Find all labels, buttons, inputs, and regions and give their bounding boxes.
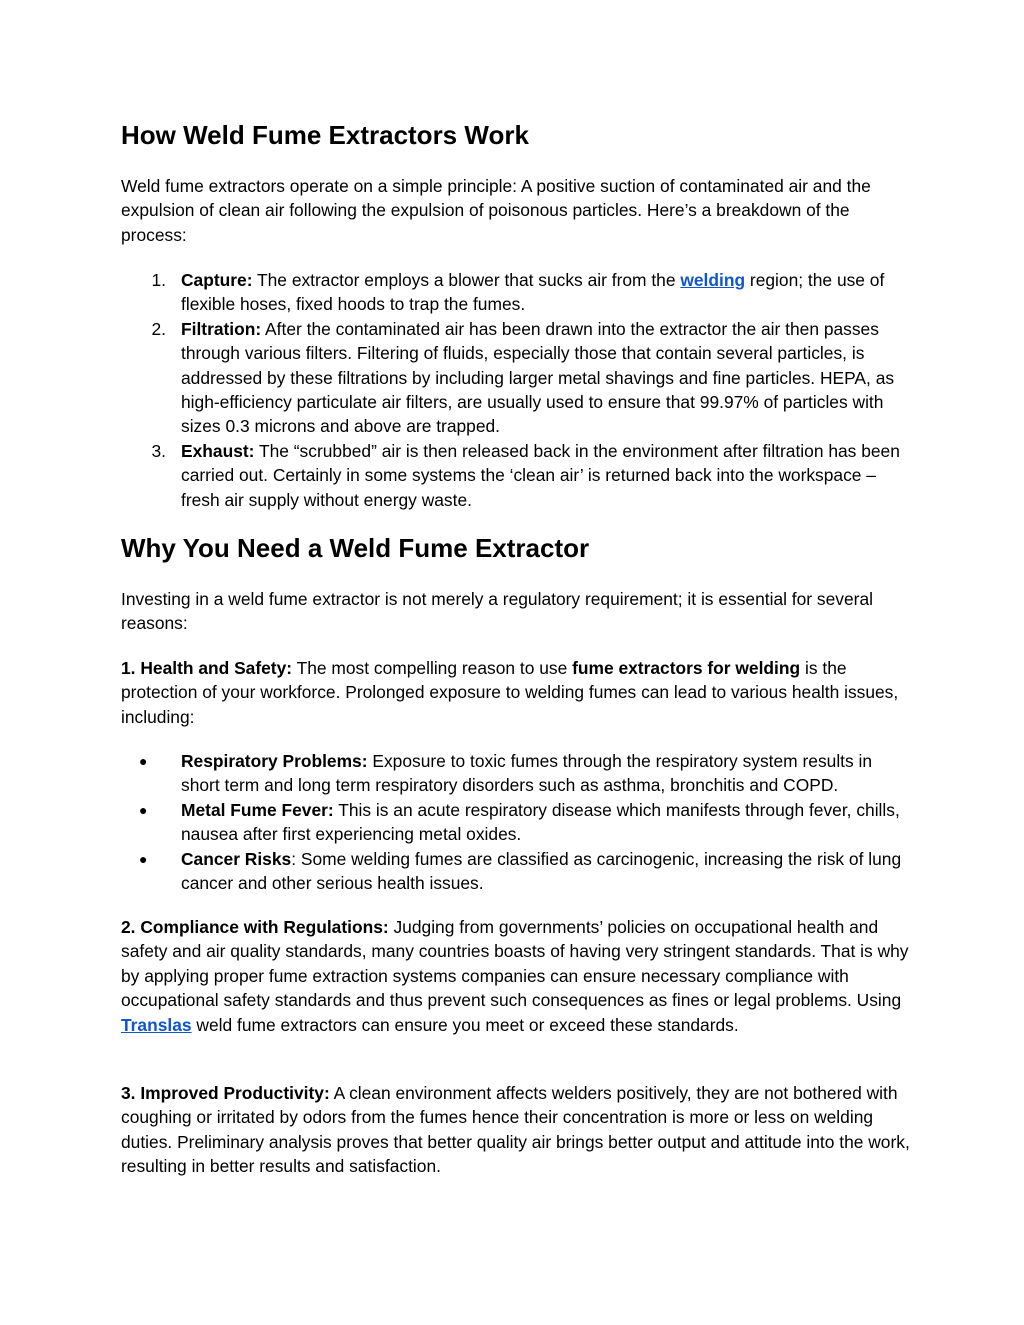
compliance-label: 2. Compliance with Regulations: — [121, 917, 389, 937]
step-text: After the contaminated air has been drawn into the extractor the air then passes through various filters. Filtering of fluids, especially those that contain several particles, is addressed by these filtrations by including larger metal shavings and fine particles. HEPA, as high-efficiency particulate air filters, are usually used to ensure that 99.97% of particles with sizes 0.3 microns and above are trapped. — [181, 318, 895, 437]
health-issue-text: This is an acute respiratory disease which manifests through fever, chills, nausea after first experiencing metal oxides. — [181, 799, 900, 845]
section-heading-how-it-works: How Weld Fume Extractors Work — [121, 120, 529, 150]
process-step-capture — [121, 268, 911, 317]
bullet-icon: ● — [139, 850, 148, 867]
health-safety-text: is the protection of your workforce. Prolonged exposure to welding fumes can lead to various health issues, including: — [121, 658, 899, 727]
health-safety-bold-phrase: fume extractors for welding — [572, 658, 801, 678]
step-text: The extractor employs a blower that sucks air from the — [252, 270, 681, 290]
health-issue-label: Respiratory Problems: — [181, 751, 368, 771]
step-label: Filtration: — [181, 318, 262, 339]
translas-link[interactable]: Translas — [121, 1014, 192, 1035]
compliance-text: weld fume extractors can ensure you meet or exceed these standards. — [191, 1014, 739, 1035]
step-number: 1. — [151, 270, 166, 290]
step-label: Exhaust: — [181, 440, 255, 461]
health-issues-list — [121, 749, 911, 895]
health-safety-text: The most compelling reason to use — [292, 658, 573, 678]
intro-paragraph — [121, 174, 911, 247]
health-issue-text: : Some welding fumes are classified as carcinogenic, increasing the risk of lung cancer and other serious health issues. — [181, 848, 902, 894]
process-steps-list — [121, 268, 911, 512]
productivity-label: 3. Improved Productivity: — [121, 1083, 330, 1103]
health-issue-text: Exposure to toxic fumes through the respiratory system results in short term and long term respiratory disorders such as asthma, bronchitis and COPD. — [181, 751, 873, 796]
productivity-paragraph — [121, 1081, 911, 1179]
health-safety-label: 1. Health and Safety: — [121, 658, 293, 678]
bullet-icon: ● — [139, 801, 148, 818]
intro-text: Weld fume extractors operate on a simple principle: A positive suction of contaminated air and the expulsion of clean air following the expulsion of poisonous particles. Here’s a breakdown of the process: — [121, 176, 871, 245]
bullet-icon: ● — [139, 753, 148, 769]
step-number: 2. — [151, 318, 166, 339]
productivity-text: A clean environment affects welders positively, they are not bothered with coughing or irritated by odors from the fumes hence their concentration is more or less on welding duties. Preliminary analysis proves that better quality air brings better output and attitude into the work, resulting in better results and satisfaction. — [121, 1083, 910, 1177]
health-issue-label: Cancer Risks — [181, 848, 292, 869]
step-text: region; the use of flexible hoses, fixed hoods to trap the fumes. — [181, 270, 885, 315]
health-issue-label: Metal Fume Fever: — [181, 799, 334, 820]
step-label: Capture: — [181, 270, 253, 290]
process-step-filtration — [121, 317, 911, 439]
health-safety-paragraph — [121, 656, 911, 729]
section-heading-why-needed: Why You Need a Weld Fume Extractor — [121, 533, 590, 563]
welding-link[interactable]: welding — [680, 270, 746, 290]
process-step-exhaust — [121, 439, 911, 512]
health-issue-respiratory — [121, 749, 911, 798]
step-text: The “scrubbed” air is then released back in the environment after filtration has been carried out. Certainly in some systems the ‘clean air’ is returned back into the workspace – fresh air supply without energy waste. — [181, 440, 900, 510]
compliance-text: Judging from governments’ policies on occupational health and safety and air quality standards, many countries boasts of having very stringent standards. That is why by applying proper fume extraction systems companies can ensure necessary compliance with occupational safety standards and thus prevent such consequences as fines or legal problems. Using — [121, 917, 909, 1011]
health-issue-metal-fume-fever — [121, 798, 911, 847]
health-issue-cancer — [121, 847, 911, 896]
investing-text: Investing in a weld fume extractor is not merely a regulatory requirement; it is essential for several reasons: — [121, 589, 873, 634]
compliance-paragraph — [121, 915, 911, 1037]
step-number: 3. — [151, 440, 166, 461]
investing-paragraph — [121, 587, 911, 636]
